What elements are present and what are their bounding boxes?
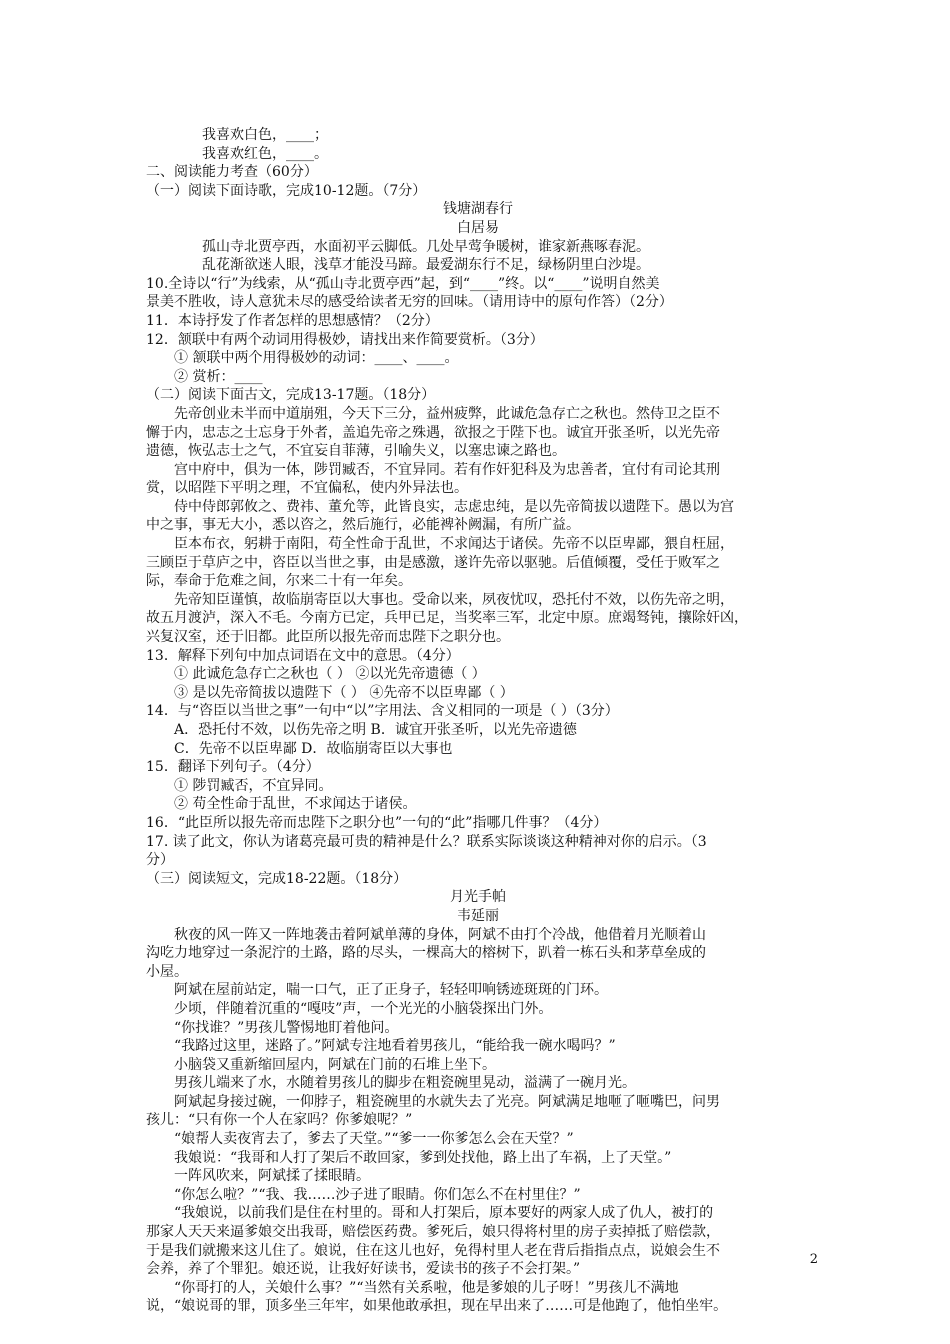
text-line: 12．颔联中有两个动词用得极妙，请找出来作简要赏析。（3分） xyxy=(146,331,544,348)
text-line: 先帝创业未半而中道崩殂，今天下三分，益州疲弊，此诚危急存亡之秋也。然侍卫之臣不 xyxy=(174,405,720,422)
text-line: “我娘说，以前我们是住在村里的。哥和人打架后，原本要好的两家人成了仇人，被打的 xyxy=(174,1205,714,1222)
text-line: ① 颔联中两个用得极妙的动词：____、____。 xyxy=(174,350,459,367)
page-number: 2 xyxy=(809,1252,818,1267)
text-line: 11．本诗抒发了作者怎样的思想感情？（2分） xyxy=(146,312,439,329)
text-line: 我娘说：“我哥和人打了架后不敢回家，爹到处找他，路上出了车祸，上了天堂。” xyxy=(174,1149,672,1166)
text-line: ② 赏析：____ xyxy=(174,368,263,385)
text-line: ② 苟全性命于乱世，不求闻达于诸侯。 xyxy=(174,796,417,813)
text-line: 乱花渐欲迷人眼，浅草才能没马蹄。最爱湖东行不足，绿杨阴里白沙堤。 xyxy=(202,257,650,274)
text-line: 钱塘湖春行 xyxy=(443,201,513,218)
text-line: 故五月渡泸，深入不毛。今南方已定，兵甲已足，当奖率三军，北定中原。庶竭驽钝，攘除奸凶， xyxy=(146,610,748,627)
text-line: “你找谁？”男孩儿警惕地盯着他问。 xyxy=(174,1019,399,1036)
text-line: 景美不胜收，诗人意犹未尽的感受给读者无穷的回味。（请用诗中的原句作答）（2分） xyxy=(146,294,673,311)
text-line: 阿斌起身接过碗，一仰脖子，粗瓷碗里的水就失去了光亮。阿斌满足地咂了咂嘴巴，问男 xyxy=(174,1093,720,1110)
text-line: 17. 读了此文，你认为诸葛亮最可贵的精神是什么？联系实际谈谈这种精神对你的启示。（3 xyxy=(146,833,707,850)
text-line: 侍中侍郎郭攸之、费祎、董允等，此皆良实，志虑忠纯，是以先帝简拔以遗陛下。愚以为宫 xyxy=(174,498,734,515)
text-line: C．先帝不以臣卑鄙 D．故临崩寄臣以大事也 xyxy=(174,740,453,757)
text-line: 会养，养了个罪犯。娘还说，让我好好读书，爱读书的孩子不会打架。” xyxy=(146,1261,581,1278)
text-line: 我喜欢白色，____； xyxy=(202,127,328,143)
text-line: “你哥打的人，关娘什么事？”“当然有关系啦，他是爹娘的儿子呀！”男孩儿不满地 xyxy=(174,1279,679,1296)
text-line: 于是我们就搬来这儿住了。娘说，住在这儿也好，免得村里人老在背后指指点点，说娘会生不 xyxy=(146,1242,720,1259)
text-line: 说，“娘说哥的罪，顶多坐三年牢，如果他敢承担，现在早出来了……可是他跑了，他怕坐牢。 xyxy=(146,1298,728,1315)
text-line: （三）阅读短文，完成18-22题。（18分） xyxy=(146,870,408,887)
text-line: “娘帮人卖夜宵去了，爹去了天堂。”“爹一一你爹怎么会在天堂？” xyxy=(174,1131,574,1148)
text-line: ③ 是以先帝简拔以遗陛下（ ） ④先帝不以臣卑鄙（ ） xyxy=(174,684,514,701)
text-line: 13．解释下列句中加点词语在文中的意思。（4分） xyxy=(146,647,460,664)
text-line: 孩儿：“只有你一个人在家吗？你爹娘呢？” xyxy=(146,1112,413,1129)
text-line: 懈于内，忠志之士忘身于外者，盖追先帝之殊遇，欲报之于陛下也。诚宜开张圣听，以光先帝 xyxy=(146,424,720,441)
text-line: （一）阅读下面诗歌，完成10-12题。（7分） xyxy=(146,182,427,199)
text-line: 三顾臣于草庐之中，咨臣以当世之事，由是感激，遂许先帝以驱驰。后值倾覆，受任于败军之 xyxy=(146,554,720,571)
text-line: 分） xyxy=(146,852,174,869)
text-line: 14．与“咨臣以当世之事”一句中“以”字用法、含义相同的一项是（ ）（3分） xyxy=(146,703,619,720)
text-line: 那家人天天来逼爹娘交出我哥，赔偿医药费。爹死后，娘只得将村里的房子卖掉抵了赔偿款， xyxy=(146,1224,720,1241)
text-line: 月光手帕 xyxy=(450,889,506,906)
text-line: 赏，以昭陛下平明之理，不宜偏私，使内外异法也。 xyxy=(146,480,468,497)
text-line: 15．翻译下列句子。（4分） xyxy=(146,759,320,776)
text-line: 宫中府中，俱为一体，陟罚臧否，不宜异同。若有作奸犯科及为忠善者，宜付有司论其刑 xyxy=(174,461,720,478)
text-line: 男孩儿端来了水，水随着男孩儿的脚步在粗瓷碗里晃动，溢满了一碗月光。 xyxy=(174,1075,636,1092)
text-line: 小脑袋又重新缩回屋内，阿斌在门前的石堆上坐下。 xyxy=(174,1056,496,1073)
text-line: 沟吃力地穿过一条泥泞的土路，路的尽头，一棵高大的榕树下，趴着一栋石头和茅草垒成的 xyxy=(146,945,706,962)
text-line: 白居易 xyxy=(457,219,499,236)
text-line: 10.全诗以“行”为线索，从“孤山寺北贾亭西”起，到“____”终。以“____”说明自然美 xyxy=(146,275,660,292)
text-line: 一阵风吹来，阿斌揉了揉眼睛。 xyxy=(174,1168,370,1185)
text-line: 韦延丽 xyxy=(457,907,499,924)
text-line: 16．“此臣所以报先帝而忠陛下之职分也”一句的“此”指哪几件事？（4分） xyxy=(146,814,608,831)
text-line: 阿斌在屋前站定，喘一口气，正了正身子，轻轻叩响锈迹斑斑的门环。 xyxy=(174,982,608,999)
text-line: 兴复汉室，还于旧都。此臣所以报先帝而忠陛下之职分也。 xyxy=(146,629,510,646)
text-line: 先帝知臣谨慎，故临崩寄臣以大事也。受命以来，夙夜忧叹，恐托付不效，以伤先帝之明， xyxy=(174,591,734,608)
text-line: 二、阅读能力考查（60分） xyxy=(146,164,318,181)
text-line: ① 此诚危急存亡之秋也（ ） ②以光先帝遗德（ ） xyxy=(174,666,486,683)
document-body xyxy=(146,126,810,1316)
text-line: （二）阅读下面古文，完成13-17题。（18分） xyxy=(146,387,436,404)
text-line: 孤山寺北贾亭西，水面初平云脚低。几处早莺争暖树，谁家新燕啄春泥。 xyxy=(202,238,650,255)
text-line: 中之事，事无大小，悉以咨之，然后施行，必能裨补阙漏，有所广益。 xyxy=(146,517,580,534)
text-line: “你怎么啦？”“我、我……沙子进了眼睛。你们怎么不在村里住？” xyxy=(174,1186,581,1203)
text-line: A．恐托付不效，以伤先帝之明 B．诚宜开张圣听，以光先帝遗德 xyxy=(174,722,577,738)
text-line: 遗德，恢弘志士之气，不宜妄自菲薄，引喻失义，以塞忠谏之路也。 xyxy=(146,443,566,460)
text-line: 小屋。 xyxy=(146,963,188,980)
text-line: ① 陟罚臧否，不宜异同。 xyxy=(174,777,333,794)
text-line: 臣本布衣，躬耕于南阳，苟全性命于乱世，不求闻达于诸侯。先帝不以臣卑鄙，猥自枉屈， xyxy=(174,536,734,553)
text-line: “我路过这里，迷路了。”阿斌专注地看着男孩儿，“能给我一碗水喝吗？” xyxy=(174,1038,616,1055)
text-line: 际，奉命于危难之间，尔来二十有一年矣。 xyxy=(146,573,412,590)
text-line: 秋夜的风一阵又一阵地袭击着阿斌单薄的身体，阿斌不由打个冷战，他借着月光顺着山 xyxy=(174,926,706,943)
text-line: 我喜欢红色，____。 xyxy=(202,145,328,162)
text-line: 少顷，伴随着沉重的“嘎吱”声，一个光光的小脑袋探出门外。 xyxy=(174,1000,553,1017)
